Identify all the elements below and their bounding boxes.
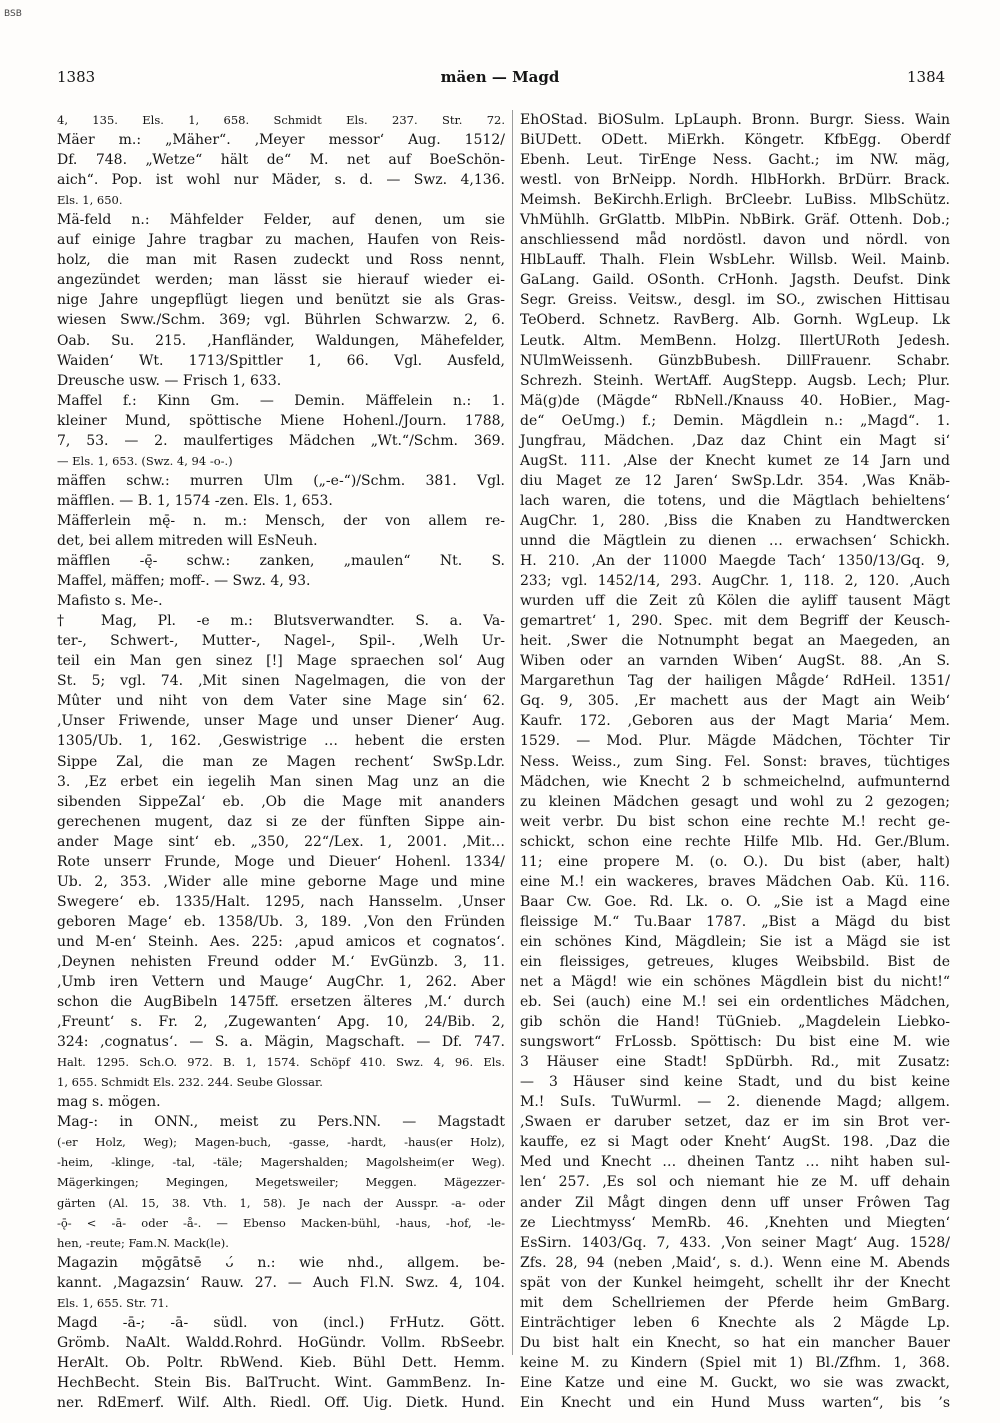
page-header [0,68,1000,92]
text-line: Jungfrau, Mädchen. ‚Daz daz Chint ein Magt si‘ [520,432,950,449]
text-line: zu kleinen Mädchen gesagt und wohl zu 2 gezogen; [520,793,950,810]
text-line: AugSt. 111. ‚Alse der Knecht kumet ze 14 Jarn und [520,452,950,469]
text-line: Swegere‘ eb. 1335/Halt. 1295, nach Hansselm. ‚Unser [57,893,505,910]
text-line: 4, 135. Els. 1, 658. Schmidt Els. 237. Str. 72. [57,113,505,127]
text-line: Els. 1, 650. [57,193,123,208]
text-line: gib schön die Hand! TüGnieb. „Magdelein Liebko- [520,1014,950,1031]
text-line: Grömb. NaAlt. Waldd.Rohrd. HoGündr. Vollm. RbSeebr. [57,1334,505,1351]
text-line: (-er Holz, Weg); Magen-buch, -gasse, -hardt, -haus(er Holz), [57,1135,505,1150]
text-line: mag s. mögen. [57,1094,161,1111]
text-line: Dreusche usw. — Frisch 1, 633. [57,372,282,389]
text-line: AugChr. 1, 280. ‚Biss die Knaben zu Handtwercken [520,512,950,529]
text-line: Ub. 2, 353. ‚Wider alle mine geborne Mage und mine [57,873,505,890]
text-line: gerechenen mugent, daz si ze der fünften Sippe ain- [57,813,505,830]
text-line: Margarethun Tag der hailigen Mågde‘ RdHeil. 1351/ [520,673,950,690]
text-line: Oab. Su. 215. ‚Hanfländer, Waldungen, Mähefelder, [57,332,505,349]
text-line: EsSirn. 1403/Gq. 7, 433. ‚Von seiner Magt‘ Aug. 1528/ [520,1234,950,1251]
text-line: holz, die man mit Rasen zudeckt und Ross nennt, [57,252,505,269]
text-line: de“ OeUmg.) f.; Demin. Mägdlein n.: „Magd“. 1. [520,412,950,429]
text-line: mäfflen. — B. 1, 1574 -zen. Els. 1, 653. [57,492,333,509]
text-line: ein schönes Kind, Mägdlein; Sie ist a Mägd sie ist [520,933,950,950]
text-line: wiesen Sww./Schm. 369; vgl. Bührlen Schwarzw. 2, 6. [57,312,505,329]
text-line: 1305/Ub. 1, 162. ‚Geswistrige … hebent die ersten [57,733,505,750]
text-line: heit. ‚Swer die Notnumpht begat an Maegeden, an [520,633,950,650]
text-line: NUlmWeissenh. GünzbBubesh. DillFrauenr. Schabr. [520,352,950,369]
text-line: Halt. 1295. Sch.O. 972. B. 1, 1574. Schöpf 410. Swz. 4, 96. Els. [57,1055,505,1070]
left-column [57,110,505,1411]
text-line: 3 Häuser eine Stadt! SpDürbh. Rd., mit Zusatz: [520,1054,950,1071]
text-line: nige Jahre ungepflügt liegen und benützt sie als Gras- [57,292,505,309]
text-line: Els. 1, 655. Str. 71. [57,1295,169,1310]
text-line: TeOberd. Schnetz. RavBerg. Alb. Gornh. WgLeup. Lk [520,312,950,329]
text-line: keine M. zu Kindern (Spiel mit 1) Bl./Zfhm. 1, 368. [520,1354,950,1371]
text-line: Segr. Greiss. Veitsw., desgl. im SO., zwischen Hittisau [520,292,950,309]
text-line: Baar Cw. Goe. Rd. Lk. o. O. „Sie ist a Magd eine [520,893,950,910]
text-line: Mädchen, wie Knecht 2 b schmeichelnd, aufmunternd [520,773,950,790]
text-line: Mägerkingen; Megingen, Megetsweiler; Meggen. Mägezzer- [57,1175,505,1190]
text-line: sibenden SippeZal‘ eb. ‚Ob die Mage mit ananders [57,793,505,810]
text-line: 324: ‚cognatus‘. — S. a. Mägin, Magschaft. — Df. 747. [57,1034,505,1051]
text-line: GaLang. Gaild. OSonth. CrHonh. Jagsth. Deufst. Dink [520,272,950,289]
text-line: kauffe, ez si Magt oder Kneht‘ AugSt. 198. ‚Daz die [520,1134,950,1151]
page-number-right: 1384 [907,68,946,86]
text-line: 7, 53. — 2. maulfertiges Mädchen „Wt.“/Schm. 369. [57,432,505,449]
text-line: ‚Swaen er daruber setzet, daz er im sin Brot ver- [520,1114,950,1131]
text-line: kannt. ‚Magazsin‘ Rauw. 27. — Auch Fl.N. Swz. 4, 104. [57,1274,505,1291]
text-line: wurden uff die Zeit zû Kölen die ayliff tausent Mägt [520,593,950,610]
text-line: ze Liechtmyss‘ MemRb. 46. ‚Knehten und Miegten‘ [520,1214,950,1231]
text-line: weit verbr. Du bist schon eine rechte M.! recht ge- [520,813,950,830]
text-line: Mäfferlein mę̄- n. m.: Mensch, der von allem re- [57,512,505,529]
text-line: anschliessend mǟd nordöstl. davon und nördl. von [520,232,950,249]
text-line: HerAlt. Ob. Poltr. RbWend. Kieb. Bühl Dett. Hemm. [57,1354,505,1371]
text-line: ein fleissiges, getreues, kluges Weibsbild. Bist de [520,953,950,970]
text-line: Maffel f.: Kinn Gm. — Demin. Mäffelein n.: 1. [57,392,505,409]
text-line: Ness. Weiss., zum Sing. Fel. Sonst: braves, tüchtiges [520,753,950,770]
text-line: gärten (Al. 15, 38. Vth. 1, 58). Je nach der Ausspr. -a- oder [57,1195,505,1210]
text-line: gemartret‘ 1, 290. Spec. mit dem Begriff der Keusch- [520,613,950,630]
text-line: schickt, schon eine rechte Hilfe Mlb. Hd. Ger./Blum. [520,833,950,850]
text-line: ‚Umb iren Vettern und Mauge‘ AugChr. 1, 262. Aber [57,974,505,991]
text-line: Med und Knecht … dheinen Tantz … niht haben sul- [520,1154,950,1171]
text-line: H. 210. ‚An der 11000 Maegde Tach‘ 1350/13/Gq. 9, [520,553,950,570]
text-line: Kaufr. 172. ‚Geboren aus der Magt Maria‘ Mem. [520,713,950,730]
text-line: mit dem Schellriemen der Pferde heim GmBarg. [520,1294,950,1311]
right-column [520,110,950,1411]
text-line: unnd die Mägtlein zu dienen … erwachsen‘ Schickh. [520,532,950,549]
text-line: Meimsh. BeKirchh.Erligh. BrCleebr. LuBiss. MlbSchütz. [520,192,950,209]
text-line: Mä(g)de (Mägde“ RbNell./Knauss 40. HoBier., Mag- [520,392,950,409]
text-line: ander Mage sint‘ eb. „350, 22“/Lex. 1, 2001. ‚Mit… [57,833,505,850]
text-line: BiUDett. ODett. MiErkh. Köngetr. KfbEgg. Oberdf [520,132,950,149]
text-line: Einträchtiger leben 6 Knechte als 2 Mägde Lp. [520,1314,950,1331]
text-line: diu Maget ze 12 Jaren‘ SwSp.Ldr. 354. ‚Was Knäb- [520,472,950,489]
text-line: teil ein Man gen sinez [!] Mage spraechen sol‘ Aug [57,653,505,670]
text-line: ‚Deynen nehisten Freund odder M.‘ EvGünzb. 3, 11. [57,953,505,970]
text-line: ner. RdEmerf. Wilf. Alth. Riedl. Off. Uig. Dietk. Hund. [57,1395,505,1411]
text-line: ander Zil Mågt dingen denn uff unser Frôwen Tag [520,1194,950,1211]
text-line: ter-, Schwert-, Mutter-, Nagel-, Spil-. ‚Welh Ur- [57,633,505,650]
text-line: spät von der Kunkel heimgeht, schellt ihr der Knecht [520,1274,950,1291]
text-line: und M-en‘ Steinh. Aes. 225: ‚apud amicos et cognatos‘. [57,933,505,950]
text-line: mäffen schw.: murren Ulm („-e-“)/Schm. 381. Vgl. [57,472,505,489]
running-title: mäen — Magd [440,68,560,86]
text-line: Magazin mǭgātsē ᴗ́ n.: wie nhd., allgem. be- [57,1254,505,1271]
text-line: EhOStad. BiOSulm. LpLauph. Bronn. Burgr. Siess. Wain [520,112,950,128]
text-line: VhMühlh. GrGlattb. MlbPin. NbBirk. Gräf. Ottenh. Dob.; [520,212,950,229]
text-line: Mafisto s. Me-. [57,593,163,610]
text-line: Sippe Zal, die man ze Magen rechent‘ SwSp.Ldr. [57,753,505,770]
text-line: Leutk. Altm. MemBenn. Holzg. IllertURoth Jedesh. [520,332,950,349]
text-line: aich“. Pop. ist wohl nur Mäder, s. d. — Swz. 4,136. [57,172,505,189]
text-line: Gq. 9, 305. ‚Er machett aus der Magt ain Weib‘ [520,693,950,710]
text-line: len‘ 257. ‚Es sol och niemant hie ze M. uff dehain [520,1174,950,1191]
text-line: Schrezh. Steinh. WertAff. AugStepp. Augsb. Lech; Plur. [520,372,950,389]
text-line: — Els. 1, 653. (Swz. 4, 94 -o-.) [57,453,233,468]
text-line: Du bist halt ein Knecht, so hat ein mancher Bauer [520,1334,950,1351]
text-line: lach waren, die totens, und die Mägtlach behieltens‘ [520,492,950,509]
text-line: kleiner Mund, spöttische Miene Hohenl./Journ. 1788, [57,412,505,429]
text-line: 3. ‚Ez erbet ein iegelih Man sinen Mag unz an die [57,773,505,790]
text-line: ‚Unser Friwende, unser Mage und unser Diener‘ Aug. [57,713,505,730]
text-line: Magd -ā-; -ā- südl. von (incl.) FrHutz. Gött. [57,1314,505,1331]
text-line: det, bei allem mitreden will EsNeuh. [57,532,318,549]
text-line: Mûter und niht von dem Vater sine Mage sin‘ 62. [57,693,505,710]
page-number-left: 1383 [57,68,96,86]
text-line: 233; vgl. 1452/14, 293. AugChr. 1, 118. 2, 120. ‚Auch [520,573,950,590]
text-line: eb. Sei (auch) eine M.! sei ein ordentliches Mädchen, [520,994,950,1011]
column-divider [512,110,513,1355]
text-line: † Mag, Pl. -e m.: Blutsverwandter. S. a. Va- [57,613,505,630]
text-line: Ein Knecht und ein Hund Muss warten“, bis ’s [520,1395,950,1411]
text-line: Maffel, mäffen; moff-. — Swz. 4, 93. [57,573,311,590]
text-line: eine M.! ein wackeres, braves Mädchen Oab. Kü. 116. [520,873,950,890]
text-line: 11; eine propere M. (o. O.). Du bist (aber, halt) [520,853,950,870]
text-line: 1529. — Mod. Plur. Mägde Mädchen, Töchter Tir [520,733,950,750]
text-line: net a Mägd! wie ein schönes Mägdlein bist du nicht!“ [520,974,950,991]
text-line: fleissige M.“ Tu.Baar 1787. „Bist a Mägd du bist [520,913,950,930]
text-line: geboren Mage‘ eb. 1358/Ub. 3, 189. ‚Von den Fründen [57,913,505,930]
text-line: Rote unserr Frunde, Moge und Dieuer‘ Hohenl. 1334/ [57,853,505,870]
text-line: Zfs. 28, 94 (neben ‚Maid‘, s. d.). Wenn eine M. Abends [520,1254,950,1271]
text-line: Mag-: in ONN., meist zu Pers.NN. — Magstadt [57,1114,505,1131]
text-line: schon die AugBibeln 1475ff. ersetzen älteres ‚M.‘ durch [57,994,505,1011]
text-line: HechBecht. Stein Bis. BalTrucht. Wint. GammBenz. In- [57,1374,505,1391]
text-line: hen, -reute; Fam.N. Mack(le). [57,1235,229,1250]
text-line: — 3 Häuser sind keine Stadt, und du bist keine [520,1074,950,1091]
text-line: sungswort“ FrLossb. Spöttisch: Du bist eine M. wie [520,1034,950,1051]
text-line: M.! SuIs. TuWurml. — 2. dienende Magd; allgem. [520,1094,950,1111]
text-line: Mäer m.: „Mäher“. ‚Meyer messor‘ Aug. 1512/ [57,132,505,149]
text-line: Df. 748. „Wetze“ hält de“ M. net auf BoeSchön- [57,152,505,169]
text-line: westl. von BrNeipp. Nordh. HlbHorkh. BrDürr. Brack. [520,172,950,189]
text-line: mäfflen -ę̄- schw.: zanken, „maulen“ Nt. S. [57,553,505,570]
text-line: Ebenh. Leut. TirEnge Ness. Gacht.; im NW. mäg, [520,152,950,169]
text-line: HlbLauff. Thalh. Flein WsbLehr. Willsb. Weil. Mainb. [520,252,950,269]
text-line: Mä-feld n.: Mähfelder Felder, auf denen, um sie [57,212,505,229]
library-stamp: BSB [4,9,22,19]
text-line: angezündet werden; man lässt sie hierauf wieder ei- [57,272,505,289]
text-line: -ǭ- < -ā- oder -å-. — Ebenso Macken-bühl, -haus, -hof, -le- [57,1215,505,1230]
text-line: ‚Freunt‘ s. Fr. 2, ‚Zugewanten‘ Apg. 10, 24/Bib. 2, [57,1014,505,1031]
text-line: St. 5; vgl. 74. ‚Mit sinen Nagelmagen, die von der [57,673,505,690]
text-line: Eine Katze und eine M. Guckt, wo sie was zwackt, [520,1374,950,1391]
text-line: Wiben oder an varnden Wiben‘ AugSt. 88. ‚An S. [520,653,950,670]
text-line: 1, 655. Schmidt Els. 232. 244. Seube Glossar. [57,1075,323,1090]
text-line: -heim, -klinge, -tal, -täle; Magershalden; Magolsheim(er Weg). [57,1155,505,1170]
text-line: Waiden‘ Wt. 1713/Spittler 1, 66. Vgl. Ausfeld, [57,352,505,369]
text-line: auf einige Jahre tragbar zu machen, Haufen von Reis- [57,232,505,249]
